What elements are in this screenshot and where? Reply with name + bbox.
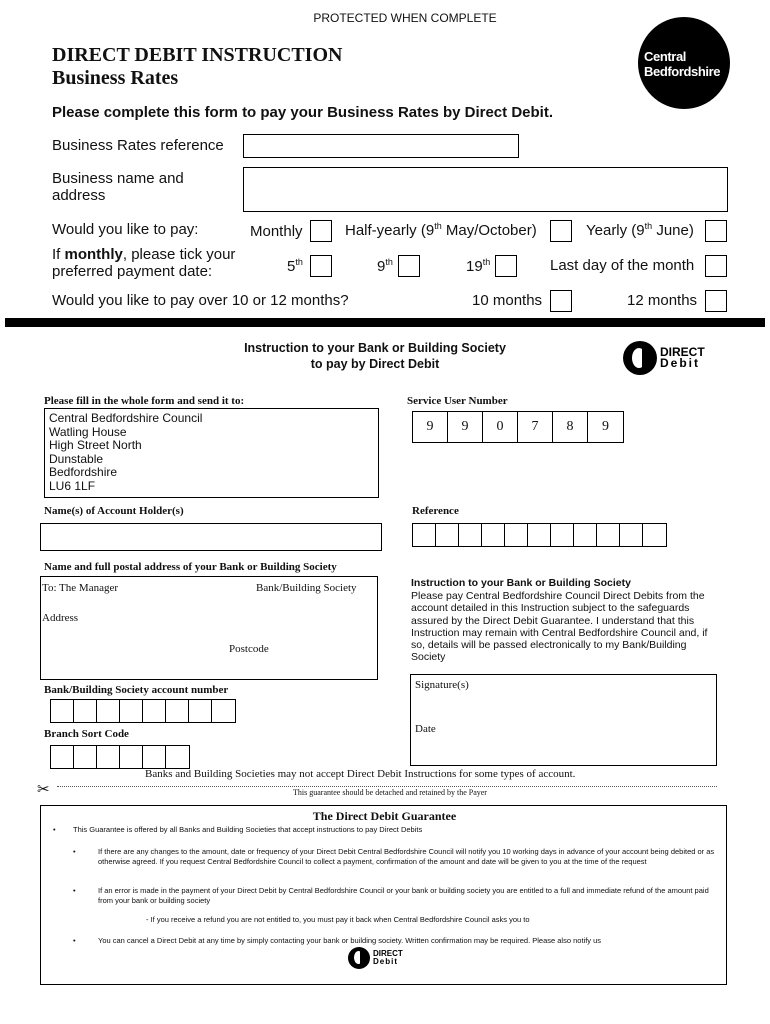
reference-cell[interactable]: [574, 524, 597, 546]
instruction-heading-1: Instruction to your Bank or Building Society: [244, 341, 506, 355]
monthly-checkbox[interactable]: [310, 220, 332, 242]
account-number-cell[interactable]: [51, 700, 74, 722]
sort-code-grid[interactable]: [50, 745, 190, 769]
sort-code-cell[interactable]: [143, 746, 166, 768]
reference-cell[interactable]: [597, 524, 620, 546]
direct-debit-logo-word-1: DIRECT: [660, 344, 705, 359]
direct-debit-logo: [623, 341, 705, 375]
business-name-label-1: Business name and: [52, 170, 184, 187]
day-19-checkbox[interactable]: [495, 255, 517, 277]
council-address-line: Central Bedfordshire Council: [49, 411, 203, 425]
guarantee-bullet-2: • If there are any changes to the amount, date or frequency of your Direct Debit Central Bedfordshire Council will notify you 10 working days in advance of your account being debited or as otherwise agreed. If you request Central Bedfordshire Council to collect a payment, confirmation of the amount and date will be given to you at the time of the request: [73, 847, 715, 866]
reference-cell[interactable]: [413, 524, 436, 546]
council-address-line: High Street North: [49, 438, 142, 453]
account-number-cell[interactable]: [120, 700, 143, 722]
section-divider: [5, 318, 765, 327]
page-title: DIRECT DEBIT INSTRUCTION: [52, 44, 343, 66]
guarantee-bullet-3-sub: - If you receive a refund you are not entitled to, you must pay it back when Central Bedfordshire Council asks you to: [146, 915, 530, 924]
day-19-label: 19th: [466, 257, 491, 275]
guarantee-dd-word-2: Debit: [373, 957, 398, 966]
sort-code-label: Branch Sort Code: [44, 728, 129, 740]
service-user-number-digit: 7: [518, 412, 553, 442]
last-day-checkbox[interactable]: [705, 255, 727, 277]
sort-code-cell[interactable]: [97, 746, 120, 768]
reference-cell[interactable]: [551, 524, 574, 546]
guarantee-bullet-1: • This Guarantee is offered by all Banks and Building Societies that accept instructions to pay Direct Debits: [53, 825, 423, 834]
service-user-number-digit: 9: [413, 412, 448, 442]
day-5-label: 5th: [287, 257, 303, 275]
day-9-checkbox[interactable]: [398, 255, 420, 277]
bank-address-box[interactable]: [40, 576, 378, 680]
account-number-grid[interactable]: [50, 699, 236, 723]
council-address-line: Dunstable: [49, 451, 104, 466]
account-number-cell[interactable]: [189, 700, 212, 722]
reference-label: Reference: [412, 505, 459, 517]
banks-note: Banks and Building Societies may not accept Direct Debit Instructions for some types of account.: [145, 768, 576, 780]
half-yearly-checkbox[interactable]: [550, 220, 572, 242]
page-subtitle: Business Rates: [52, 67, 179, 89]
protected-notice: PROTECTED WHEN COMPLETE: [313, 11, 497, 25]
reference-cell[interactable]: [436, 524, 459, 546]
central-bedfordshire-logo: [638, 17, 730, 109]
sort-code-cell[interactable]: [74, 746, 97, 768]
guarantee-direct-debit-logo-icon: [348, 947, 370, 969]
bank-address-label-2: Address: [42, 612, 79, 624]
account-number-cell[interactable]: [97, 700, 120, 722]
logo-line-2: Bedfordshire: [644, 64, 721, 79]
instruction-heading-2: to pay by Direct Debit: [310, 357, 440, 371]
reference-input-grid[interactable]: [412, 523, 667, 547]
twelve-months-label: 12 months: [627, 292, 698, 309]
service-user-number-label: Service User Number: [407, 395, 508, 407]
pay-frequency-label: Would you like to pay:: [52, 221, 199, 238]
instruction-body: Please pay Central Bedfordshire Council Direct Debits from the account detailed in this Instruction subject to the safeguards assured by the Direct Debit Guarantee. I understand that this Instruction may remain with Central Bedfordshire Council and, if so, details will be passed electronically to my Bank/Building Society: [411, 590, 708, 664]
detach-note: This guarantee should be detached and retained by the Payer: [293, 788, 487, 797]
twelve-months-checkbox[interactable]: [705, 290, 727, 312]
account-number-cell[interactable]: [212, 700, 235, 722]
logo-line-1: Central: [644, 49, 686, 64]
guarantee-bullet-4: • You can cancel a Direct Debit at any time by simply contacting your bank or building society. Written confirmation may be required. Please also notify us: [73, 936, 602, 945]
last-day-label: Last day of the month: [550, 257, 695, 274]
account-number-cell[interactable]: [166, 700, 189, 722]
service-user-number-digit: 8: [553, 412, 588, 442]
day-9-label: 9th: [377, 257, 393, 275]
yearly-checkbox[interactable]: [705, 220, 727, 242]
guarantee-dd-word-1: DIRECT: [373, 949, 403, 959]
guarantee-box: [40, 805, 727, 985]
detach-line: [57, 786, 717, 787]
reference-cell[interactable]: [482, 524, 505, 546]
guarantee-direct-debit-logo: [348, 947, 403, 969]
reference-cell[interactable]: [620, 524, 643, 546]
service-user-number-digit: 0: [483, 412, 518, 442]
sort-code-cell[interactable]: [166, 746, 189, 768]
account-holders-label: Name(s) of Account Holder(s): [44, 505, 184, 517]
bank-address-label: Name and full postal address of your Bank or Building Society: [44, 561, 337, 573]
account-number-cell[interactable]: [74, 700, 97, 722]
signature-date-box[interactable]: [410, 674, 717, 766]
preferred-date-label: preferred payment date:: [52, 263, 213, 280]
council-address-line: Watling House: [49, 424, 127, 439]
to-manager-label: To: The Manager: [42, 582, 119, 594]
council-address-line: Bedfordshire: [49, 465, 118, 480]
reference-cell[interactable]: [528, 524, 551, 546]
guarantee-title: The Direct Debit Guarantee: [312, 809, 457, 823]
account-number-cell[interactable]: [143, 700, 166, 722]
service-user-number-digit: 9: [602, 419, 609, 434]
half-yearly-label: Half-yearly (9th May/October): [345, 221, 537, 239]
date-label: Date: [415, 723, 436, 735]
send-to-label: Please fill in the whole form and send it to:: [44, 395, 245, 407]
business-name-address-input[interactable]: [243, 167, 728, 212]
account-number-label: Bank/Building Society account number: [44, 684, 229, 696]
sort-code-cell[interactable]: [51, 746, 74, 768]
reference-cell[interactable]: [459, 524, 482, 546]
business-rates-reference-label: Business Rates reference: [52, 137, 224, 154]
service-user-number-digit: 9: [448, 412, 483, 442]
business-rates-reference-input[interactable]: [243, 134, 519, 158]
ten-months-checkbox[interactable]: [550, 290, 572, 312]
instruction-title: Instruction to your Bank or Building Society: [411, 577, 631, 589]
postcode-label: Postcode: [229, 643, 269, 655]
council-address-line: LU6 1LF: [49, 478, 96, 493]
yearly-label: Yearly (9th June): [586, 221, 694, 239]
account-holders-input[interactable]: [40, 523, 382, 551]
intro-text: Please complete this form to pay your Business Rates by Direct Debit.: [52, 104, 553, 121]
council-address-box: [44, 408, 379, 498]
scissors-icon: ✂: [37, 780, 50, 798]
sort-code-cell[interactable]: [120, 746, 143, 768]
direct-debit-logo-word-2: Debit: [660, 356, 700, 370]
reference-cell[interactable]: [505, 524, 528, 546]
direct-debit-logo-icon: [623, 341, 657, 375]
day-5-checkbox[interactable]: [310, 255, 332, 277]
months-question-label: Would you like to pay over 10 or 12 months?: [52, 292, 349, 309]
if-monthly-label: If monthly, please tick your: [52, 246, 236, 263]
monthly-label: Monthly: [250, 223, 303, 240]
ten-months-label: 10 months: [472, 292, 543, 309]
business-name-label-2: address: [52, 187, 106, 204]
service-user-number-grid: [412, 411, 624, 443]
reference-cell[interactable]: [643, 524, 666, 546]
bank-building-society-label: Bank/Building Society: [256, 582, 357, 594]
guarantee-bullet-3: • If an error is made in the payment of your Direct Debit by Central Bedfordshire Council or your bank or building society you are entitled to a full and immediate refund of the amount paid from your bank or building society: [73, 886, 709, 905]
signature-label: Signature(s): [415, 679, 469, 691]
